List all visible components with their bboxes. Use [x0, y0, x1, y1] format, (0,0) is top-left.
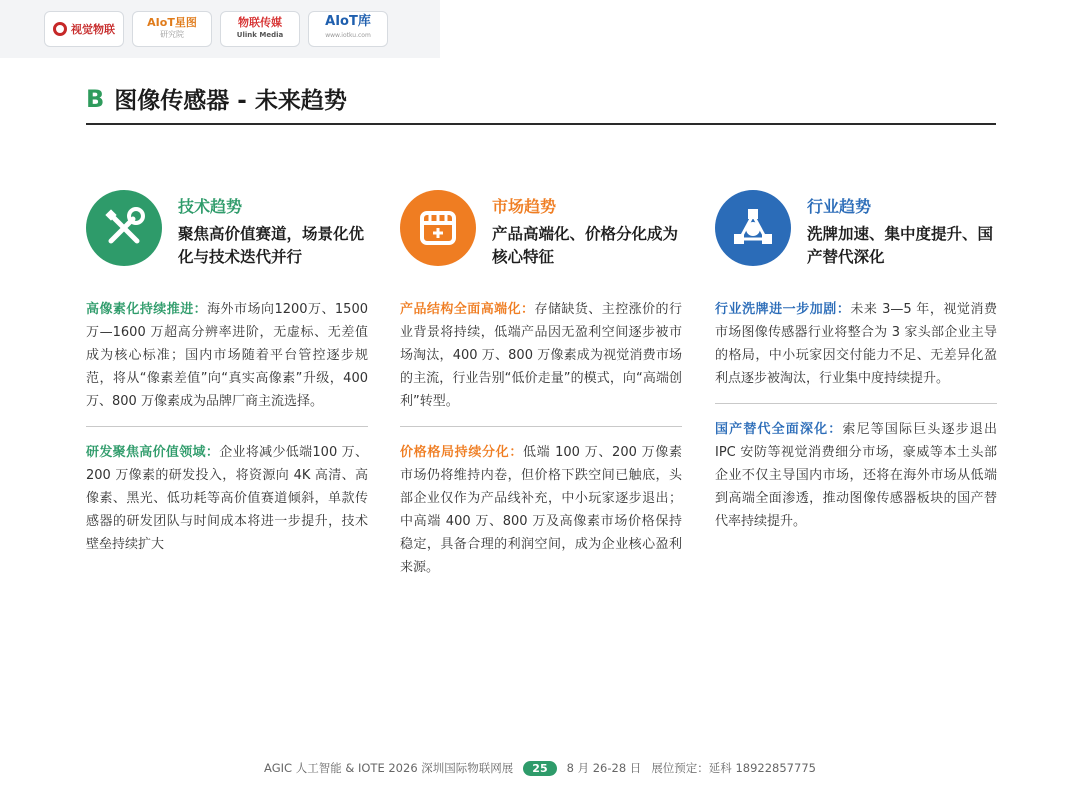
- store-icon: [400, 190, 476, 266]
- tools-icon: [86, 190, 162, 266]
- paragraph-divider: [400, 426, 682, 427]
- page-number: 25: [523, 761, 556, 776]
- footer-dates: 8 月 26-28 日: [566, 761, 642, 775]
- paragraph-text: 未来 3—5 年，视觉消费市场图像传感器行业将整合为 3 家头部企业主导的格局，中小玩家因交付能力不足、无差异化盈利点逐步被淘汰，行业集中度持续提升。: [715, 302, 997, 386]
- trend-paragraph: [86, 441, 368, 556]
- paragraph-divider: [86, 426, 368, 427]
- footer-booking: 展位预定：延科 18922857775: [651, 761, 816, 775]
- paragraph-text: 企业将减少低端100 万、200 万像素的研发投入，将资源向 4K 高清、高像素、黑光、低功耗等高价值赛道倾斜，单款传感器的研发团队与时间成本将进一步提升，技术壁垒持续扩大: [86, 445, 368, 552]
- trend-paragraph: [400, 441, 682, 579]
- column-label: 行业趋势: [807, 197, 872, 216]
- paragraph-keyword: 价格格局持续分化：: [400, 445, 523, 460]
- paragraph-keyword: 国产替代全面深化：: [715, 422, 843, 437]
- page-title-text: 图像传感器 - 未来趋势: [114, 88, 347, 114]
- section-letter: B: [86, 84, 105, 113]
- column-market-trend: [400, 190, 682, 579]
- eye-logo-icon: [53, 22, 67, 36]
- title-divider: [86, 123, 996, 125]
- paragraph-text: 索尼等国际巨头逐步退出 IPC 安防等视觉消费细分市场，豪威等本土头部企业不仅主导国内市场，还将在海外市场从低端到高端全面渗透，推动图像传感器板块的国产替代率持续提升。: [715, 422, 997, 529]
- column-header: [715, 190, 997, 270]
- paragraph-text: 海外市场向1200万、1500 万—1600 万超高分辨率进阶，无虚标、无差值成为核心标准；国内市场随着平台管控逐步规范，将从“像素差值”向“真实高像素”升级，400 万、800 万像素成为品牌厂商主流选择。: [86, 302, 368, 409]
- network-icon: [715, 190, 791, 266]
- trend-paragraph: [400, 298, 682, 413]
- page-footer: [0, 760, 1080, 776]
- logo-bar: [0, 0, 440, 58]
- column-header: [86, 190, 368, 270]
- column-tech-trend: [86, 190, 368, 556]
- paragraph-divider: [715, 403, 997, 404]
- logo-aiot-xingtu: AIoT星图 研究院: [132, 11, 212, 47]
- logo-ulink-media: 物联传媒 Ulink Media: [220, 11, 300, 47]
- paragraph-text: 存储缺货、主控涨价的行业背景将持续，低端产品因无盈利空间逐步被市场淘汰，400 万、800 万像素成为视觉消费市场的主流，行业告别“低价走量”的模式，向“高端创利”转型。: [400, 302, 682, 409]
- trend-paragraph: [715, 298, 997, 390]
- column-headline: 产品高端化、价格分化成为核心特征: [492, 225, 679, 266]
- footer-event: AGIC 人工智能 & IOTE 2026 深圳国际物联网展: [264, 761, 514, 775]
- paragraph-keyword: 行业洗牌进一步加剧：: [715, 302, 851, 317]
- column-headline: 洗牌加速、集中度提升、国产替代深化: [807, 225, 994, 266]
- paragraph-keyword: 高像素化持续推进：: [86, 302, 208, 317]
- paragraph-text: 低端 100 万、200 万像素市场仍将维持内卷，但价格下跌空间已触底，头部企业仅作为产品线补充，中小玩家逐步退出；中高端 400 万、800 万及高像素市场价格保持稳定，具备合理的利润空间，成为企业核心盈利来源。: [400, 445, 682, 575]
- column-headline: 聚焦高价值赛道，场景化优化与技术迭代并行: [178, 225, 365, 266]
- paragraph-keyword: 产品结构全面高端化：: [400, 302, 535, 317]
- column-label: 技术趋势: [178, 197, 243, 216]
- column-industry-trend: [715, 190, 997, 533]
- column-label: 市场趋势: [492, 197, 557, 216]
- logo-aiot-ku: AIoT库 www.iotku.com: [308, 11, 388, 47]
- logo-shijue-wulian: 视觉物联: [44, 11, 124, 47]
- trend-paragraph: [86, 298, 368, 413]
- column-header: [400, 190, 682, 270]
- paragraph-keyword: 研发聚焦高价值领域：: [86, 445, 220, 460]
- trend-paragraph: [715, 418, 997, 533]
- page-title: [86, 82, 347, 115]
